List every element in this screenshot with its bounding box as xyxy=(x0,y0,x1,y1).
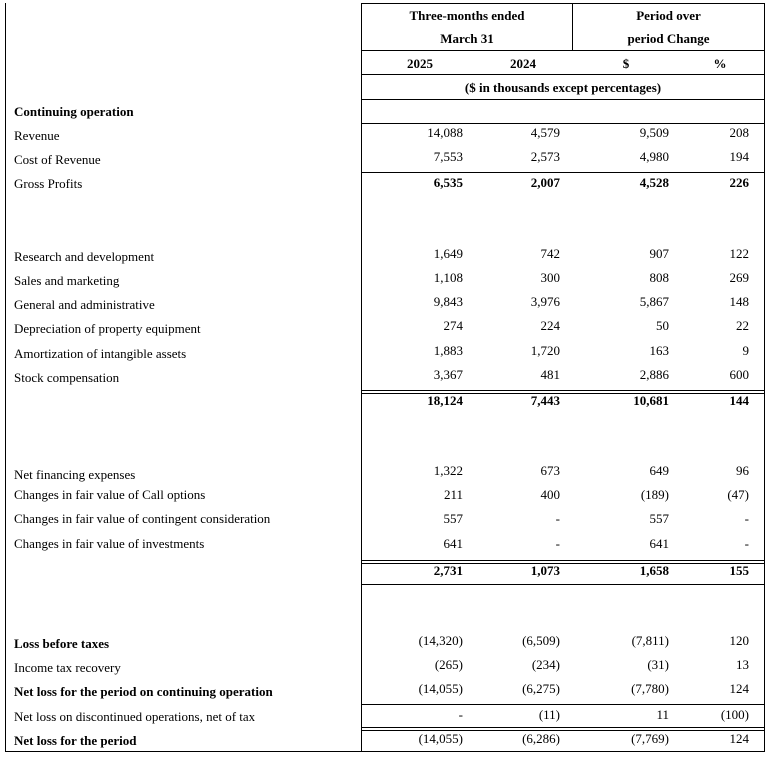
header-period-line1: Period over xyxy=(636,8,701,23)
row-value-pct: 96 xyxy=(736,463,749,478)
row-value-dollar: (7,780) xyxy=(631,681,669,696)
rule-net-loss-1 xyxy=(361,727,765,728)
row-value-v2025: 6,535 xyxy=(433,175,463,190)
row-value-v2025: 18,124 xyxy=(427,393,463,408)
row-value-pct: - xyxy=(744,536,749,551)
row-value-v2025: (14,055) xyxy=(418,681,463,696)
row-label: Sales and marketing xyxy=(14,273,120,288)
divider-label-col xyxy=(361,3,362,752)
row-value-dollar: (7,811) xyxy=(631,633,669,648)
row-value-dollar: 641 xyxy=(649,536,669,551)
row-value-dollar: (7,769) xyxy=(631,731,669,746)
row-value-pct: 13 xyxy=(736,657,749,672)
row-value-v2025: 211 xyxy=(443,487,463,502)
row-value-pct: 155 xyxy=(729,563,749,578)
row-value-dollar: 2,886 xyxy=(639,367,669,382)
row-value-pct: 124 xyxy=(729,681,749,696)
row-value-dollar: 11 xyxy=(656,707,669,722)
header-col-2024: 2024 xyxy=(510,56,536,71)
row-value-pct: 9 xyxy=(742,343,749,358)
row-label: Changes in fair value of Call options xyxy=(14,487,206,502)
row-value-dollar: (189) xyxy=(640,487,669,502)
row-value-v2025: (265) xyxy=(434,657,463,672)
rule-other-total-1 xyxy=(361,560,765,561)
row-label: Depreciation of property equipment xyxy=(14,321,201,336)
row-value-pct: 269 xyxy=(729,270,749,285)
row-value-v2024: (234) xyxy=(531,657,560,672)
row-label: Changes in fair value of contingent consideration xyxy=(14,511,271,526)
row-value-v2024: 3,976 xyxy=(530,294,560,309)
row-label: Gross Profits xyxy=(14,176,83,191)
row-value-v2024: (6,286) xyxy=(522,731,560,746)
row-value-v2024: 481 xyxy=(540,367,560,382)
row-value-dollar: 50 xyxy=(656,318,669,333)
header-col-pct: % xyxy=(713,56,727,71)
row-label: Revenue xyxy=(14,128,60,143)
row-value-v2024: 400 xyxy=(540,487,560,502)
row-value-pct: 208 xyxy=(729,125,749,140)
row-value-dollar: 557 xyxy=(649,511,669,526)
row-label: Loss before taxes xyxy=(14,636,110,651)
row-value-v2025: (14,055) xyxy=(418,731,463,746)
row-value-dollar: 9,509 xyxy=(639,125,669,140)
row-value-v2025: 3,367 xyxy=(433,367,463,382)
row-value-dollar: 4,980 xyxy=(639,149,669,164)
header-col-2025: 2025 xyxy=(407,56,433,71)
row-value-v2025: 7,553 xyxy=(433,149,463,164)
row-value-v2025: - xyxy=(458,707,463,722)
row-value-dollar: 5,867 xyxy=(639,294,669,309)
row-value-v2024: 224 xyxy=(540,318,560,333)
row-label: Net loss for the period xyxy=(14,733,137,748)
row-value-pct: 124 xyxy=(729,731,749,746)
header-col-dollar: $ xyxy=(622,56,630,71)
row-value-dollar: 649 xyxy=(649,463,669,478)
row-value-v2025: 274 xyxy=(443,318,463,333)
header-period-line2: period Change xyxy=(627,31,710,46)
row-value-v2025: (14,320) xyxy=(418,633,463,648)
row-label: Income tax recovery xyxy=(14,660,121,675)
row-value-v2024: 300 xyxy=(540,270,560,285)
divider-right-edge xyxy=(764,3,765,752)
units-note: ($ in thousands except percentages) xyxy=(464,80,662,95)
row-value-v2024: 1,720 xyxy=(530,343,560,358)
row-label: Cost of Revenue xyxy=(14,152,101,167)
row-value-v2025: 641 xyxy=(443,536,463,551)
row-value-pct: - xyxy=(744,511,749,526)
row-value-v2024: (6,509) xyxy=(522,633,560,648)
row-value-dollar: 907 xyxy=(649,246,669,261)
row-value-v2025: 2,731 xyxy=(433,563,463,578)
row-value-pct: 148 xyxy=(729,294,749,309)
row-value-v2024: 673 xyxy=(540,463,560,478)
row-value-v2025: 557 xyxy=(443,511,463,526)
row-value-pct: 122 xyxy=(729,246,749,261)
row-label: Stock compensation xyxy=(14,370,120,385)
row-value-dollar: 4,528 xyxy=(639,175,669,190)
row-value-dollar: 163 xyxy=(649,343,669,358)
row-value-dollar: 1,658 xyxy=(639,563,669,578)
row-label: Changes in fair value of investments xyxy=(14,536,205,551)
row-value-v2024: 2,007 xyxy=(530,175,560,190)
rule-gross-profit xyxy=(361,172,765,173)
header-three-months-line2: March 31 xyxy=(440,31,494,46)
rule-header-1 xyxy=(361,50,765,51)
row-value-v2024: (11) xyxy=(538,707,560,722)
row-value-pct: (47) xyxy=(727,487,749,502)
rule-first-data xyxy=(361,123,765,124)
header-three-months-line1: Three-months ended xyxy=(409,8,525,23)
row-value-v2024: 4,579 xyxy=(530,125,560,140)
row-value-v2024: 1,073 xyxy=(530,563,560,578)
rule-header-2 xyxy=(361,74,765,75)
row-label: Net loss for the period on continuing operation xyxy=(14,684,273,699)
row-label: Net financing expenses xyxy=(14,467,136,482)
row-value-v2024: 7,443 xyxy=(530,393,560,408)
row-value-v2025: 1,883 xyxy=(433,343,463,358)
row-value-pct: 120 xyxy=(729,633,749,648)
row-value-v2025: 1,108 xyxy=(433,270,463,285)
row-value-v2024: - xyxy=(555,511,560,526)
rule-other-total-3 xyxy=(361,584,765,585)
row-value-v2024: - xyxy=(555,536,560,551)
rule-header-3 xyxy=(361,99,765,100)
row-value-v2024: 742 xyxy=(540,246,560,261)
row-value-pct: (100) xyxy=(720,707,749,722)
rule-discontinued xyxy=(361,704,765,705)
row-value-pct: 194 xyxy=(729,149,749,164)
row-value-pct: 144 xyxy=(729,393,749,408)
row-value-pct: 600 xyxy=(729,367,749,382)
rule-top xyxy=(361,3,765,4)
row-label: Net loss on discontinued operations, net of tax xyxy=(14,709,256,724)
row-value-dollar: 808 xyxy=(649,270,669,285)
row-value-pct: 22 xyxy=(736,318,749,333)
row-value-v2024: 2,573 xyxy=(530,149,560,164)
row-value-v2025: 14,088 xyxy=(427,125,463,140)
row-value-pct: 226 xyxy=(729,175,749,190)
row-label: General and administrative xyxy=(14,297,155,312)
row-value-v2024: (6,275) xyxy=(522,681,560,696)
rule-opex-total-1 xyxy=(361,390,765,391)
row-label: Amortization of intangible assets xyxy=(14,346,187,361)
row-label: Continuing operation xyxy=(14,104,134,119)
row-value-v2025: 9,843 xyxy=(433,294,463,309)
row-value-dollar: 10,681 xyxy=(633,393,669,408)
row-label: Research and development xyxy=(14,249,155,264)
row-value-v2025: 1,649 xyxy=(433,246,463,261)
row-value-dollar: (31) xyxy=(647,657,669,672)
row-value-v2025: 1,322 xyxy=(433,463,463,478)
